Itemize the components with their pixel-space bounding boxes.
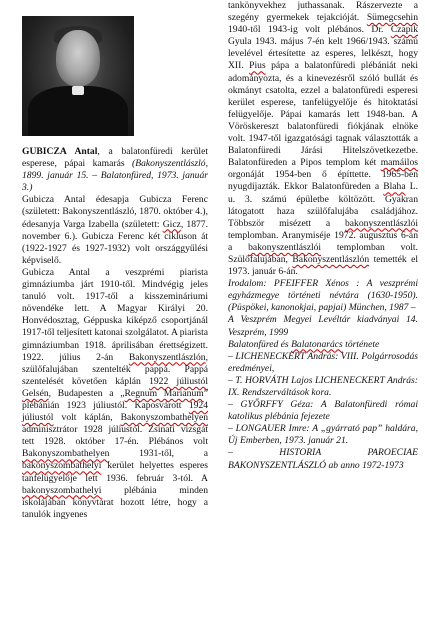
portrait-collar <box>72 86 84 95</box>
reference-paragraph: Balatonfüred és Balatonarács története <box>228 338 380 350</box>
left-paragraph: Gubicza Antal a veszprémi piarista gimnáziumba járt 1910-től. Mindvégig jeles tanuló volt. 1917-től a kisszemináriumi növendéke lett. A Magyar Királyi 20. Honvédosztag, Géppuska kiképző csoportjánál 1917-től teljesített katonai szolgálatot. A piarista gimnáziumban 1918. áprilisában érettségizett. 1922. július 2-án Bakonyszentlászlón, szülőfalujában szentelték pappá. Pappá szentelését követően káplán 1922 júliustól Gelsén, Budapesten a „Regnum Marianum” plébánián 1923 júliustól. Kaposvárott 1924 júliustól volt káplán, Bakonyszombathelyen adminisztrátor 1928 júliustól. Zsinati vizsgát tett 1928. október 17-én. Plébános volt Bakonyszombathelyen 1931-től, a bakonyszombathelyi kerület helyettes esperes tanfelügyelője lett 1936. február 3-tól. A bakonyszombathelyi plébánia minden iskolájában könyvtárat hozott létre, hogy a tanulók ingyenes <box>22 266 209 520</box>
reference-paragraph: – LICHENECKERT András: VIII. Polgárrosodás eredményei, <box>228 350 418 374</box>
left-paragraph: GUBICZA Antal, a balatonfüredi kerület esperese, pápai kamarás (Bakonyszentlászló, 1899. január 15. – Balatonfüred, 1973. január 3.) <box>22 146 208 194</box>
reference-paragraph: – GYŐRFFY Géza: A Balatonfüredi római katolikus plébánia fejezete <box>228 399 418 423</box>
portrait-face <box>56 30 100 86</box>
biography-left-text <box>22 146 208 521</box>
reference-paragraph: Irodalom: PFEIFFER Xénos : A veszprémi egyházmegye történeti névtára (1630-1950). (Püspökei, kanonokjai, papjai) München, 1987 – <box>228 278 418 314</box>
right-column <box>228 0 418 472</box>
left-column <box>22 4 208 521</box>
reference-paragraph: A Veszprém Megyei Levéltár kiadványai 14. Veszprém, 1999 <box>228 314 418 338</box>
left-paragraph: Gubicza Antal édesapja Gubicza Ferenc (született: Bakonyszentlászló, 1870. október 4.), édesanyja Varga Izabella (született: Gicz, 1877. november 6.). Gubicza Ferenc két cikluson át (1922-1927 és 1927-1932) volt országgyűlési képviselő. <box>22 194 208 266</box>
portrait-photo <box>22 16 134 136</box>
references-section <box>228 278 418 472</box>
biography-right-text <box>228 0 418 278</box>
reference-paragraph: – HISTORIA PAROECIAE BAKONYSZENTLÁSZLÓ ab anno 1972-1973 <box>228 447 418 471</box>
reference-paragraph: – LONGAUER Imre: A „gyárrató pap” haldára, Új Emberben, 1973. január 21. <box>228 423 418 447</box>
right-paragraph: tankönyvekhez juthassanak. Rászervezte a szegény gyermekek tejakcióját. Sümegcsehin 1940-től 1943-ig volt plébános. Dr. Czapik Gyula 1943. május 7-én kelt 1966/1943. számú levelével értesítette az esperes, lelkészt, hogy XII. Pius pápa a balatonfüredi plébániát neki adományozta, és a kinevezésről szóló bullát és okmányt csatolta, ezzel a balatonfüredi esperesi kerület esperese, tanfelügyelője és hitoktatási felügyelője. Pápai kamarás lett 1948-ban. A Vöröskereszt balatonfüredi fiókjának elnöke volt. 1947-től igazgatósági tagnak választották a Balatonfüredi Járási Hitelszövetkezetbe. Balatonfüreden a Pipos templom két mamáilos orgonáját 1954-ben ő építtette. 1965-ben nyugdíjazták. Ekkor Balatonfüreden a Blaha L. u. 3. számú épületbe költözött. Gyakran látogatott haza szülőfalujába családjához. Többször misézett a bakonyszentlászlói templomban. Aranymiséje 1972. augusztus 6-án a bakonyszentlászlói templomban volt. Szülőfalujában, Bakonyszentlászlón temették el 1973. január 6-án. <box>228 0 418 278</box>
reference-paragraph: – T. HORVÁTH Lajos LICHENECKERT András: IX. Rendszerváltások kora. <box>228 374 418 398</box>
